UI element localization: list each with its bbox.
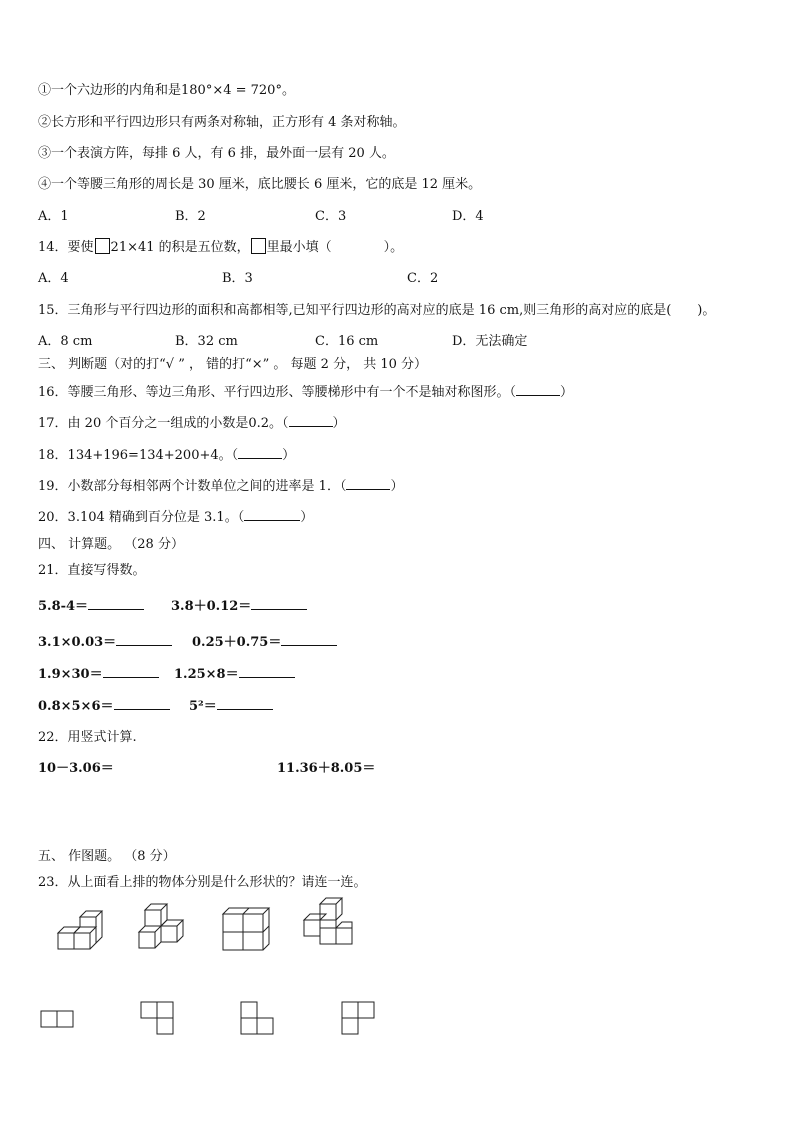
answer-blank[interactable]: [88, 608, 144, 610]
calc-expr: 3.1×0.03＝: [38, 635, 117, 650]
paren-close: ）: [390, 479, 404, 494]
vertical-calc-1: 10－3.06＝: [38, 761, 114, 776]
answer-blank[interactable]: [217, 708, 273, 710]
q13-option-b: B．2: [175, 209, 206, 224]
q15-option-b: B．32 cm: [175, 334, 238, 349]
q14-prefix: 14．要使: [38, 240, 94, 255]
question-17: [38, 415, 346, 433]
paren-close: ）: [560, 385, 574, 400]
calc-expr: 1.9×30＝: [38, 667, 103, 682]
question-14: [38, 238, 403, 257]
cube-figure-3: [219, 904, 274, 958]
paren-close: ）: [282, 448, 296, 463]
answer-blank[interactable]: [251, 608, 307, 610]
statement-4: ④一个等腰三角形的周长是 30 厘米，底比腰长 6 厘米，它的底是 12 厘米。: [38, 177, 482, 192]
q22-title: 22．用竖式计算.: [38, 730, 137, 745]
calc-item: [38, 634, 172, 652]
calc-expr: 0.8×5×6＝: [38, 699, 114, 714]
answer-blank[interactable]: [516, 394, 560, 396]
q14-suffix: 里最小填（ ）。: [266, 240, 404, 255]
section-4-title: 四、 计算题。 （28 分）: [38, 537, 184, 552]
calc-item: [192, 634, 337, 652]
calc-expr: 1.25×8＝: [174, 667, 239, 682]
calc-item: [171, 598, 307, 616]
calc-expr: 5.8-4＝: [38, 599, 89, 614]
paren-close: ）: [332, 416, 346, 431]
calc-item: [189, 698, 273, 716]
q17-text: 17．由 20 个百分之一组成的小数是0.2。（: [38, 416, 289, 431]
calc-item: [38, 598, 144, 616]
answer-blank[interactable]: [103, 676, 159, 678]
q14-option-b: B．3: [222, 271, 253, 286]
answer-blank[interactable]: [281, 644, 337, 646]
vertical-calc-2: 11.36＋8.05＝: [277, 761, 376, 776]
q16-text: 16．等腰三角形、等边三角形、平行四边形、等腰梯形中有一个不是轴对称图形。（: [38, 385, 517, 400]
calc-item: [38, 666, 159, 684]
calc-item: [38, 698, 170, 716]
q21-title: 21．直接写得数。: [38, 563, 146, 578]
q19-text: 19．小数部分每相邻两个计数单位之间的进率是 1．（: [38, 479, 347, 494]
paren-close: ）: [300, 510, 314, 525]
calc-item: [174, 666, 295, 684]
answer-blank[interactable]: [116, 644, 172, 646]
statement-3: ③一个表演方阵，每排 6 人，有 6 排，最外面一层有 20 人。: [38, 146, 395, 161]
answer-blank[interactable]: [238, 457, 282, 459]
q15-option-d: D．无法确定: [452, 334, 528, 349]
cube-figure-4: [300, 898, 360, 957]
calc-expr: 5²＝: [189, 699, 217, 714]
answer-blank[interactable]: [239, 676, 295, 678]
q14-option-a: A．4: [38, 271, 69, 286]
question-16: [38, 384, 573, 402]
q15-option-c: C．16 cm: [315, 334, 379, 349]
cube-figure-2: [135, 904, 195, 958]
section-3-title: 三、 判断题（对的打“√ ” ， 错的打“×” 。 每题 2 分， 共 10 分）: [38, 357, 428, 372]
calc-expr: 3.8＋0.12＝: [171, 599, 252, 614]
section-5-title: 五、 作图题。 （8 分）: [38, 849, 176, 864]
q14-option-c: C．2: [407, 271, 439, 286]
question-18: [38, 447, 295, 465]
top-view-2: [140, 1001, 180, 1045]
cube-figure-1: [52, 910, 112, 959]
blank-box: [95, 238, 110, 254]
answer-blank[interactable]: [114, 708, 170, 710]
top-view-4: [341, 1001, 381, 1045]
q14-middle: 21×41 的积是五位数，: [110, 240, 250, 255]
q18-text: 18．134+196=134+200+4。（: [38, 448, 239, 463]
question-15: 15．三角形与平行四边形的面积和高都相等,已知平行四边形的高对应的底是 16 cm,则三角形的高对应的底是( )。: [38, 303, 716, 318]
q23-title: 23．从上面看上排的物体分别是什么形状的？请连一连。: [38, 875, 367, 890]
question-19: [38, 478, 403, 496]
statement-1: ①一个六边形的内角和是180°×4 = 720°。: [38, 83, 295, 98]
q13-option-d: D．4: [452, 209, 484, 224]
q13-option-c: C．3: [315, 209, 347, 224]
q13-option-a: A．1: [38, 209, 69, 224]
q20-text: 20．3.104 精确到百分位是 3.1。（: [38, 510, 245, 525]
q15-option-a: A．8 cm: [38, 334, 93, 349]
question-20: [38, 509, 313, 527]
answer-blank[interactable]: [289, 425, 333, 427]
blank-box: [251, 238, 266, 254]
calc-expr: 0.25＋0.75＝: [192, 635, 282, 650]
top-view-1: [40, 1010, 80, 1034]
top-view-3: [240, 1001, 280, 1045]
answer-blank[interactable]: [244, 519, 300, 521]
statement-2: ②长方形和平行四边形只有两条对称轴，正方形有 4 条对称轴。: [38, 115, 406, 130]
answer-blank[interactable]: [346, 488, 390, 490]
